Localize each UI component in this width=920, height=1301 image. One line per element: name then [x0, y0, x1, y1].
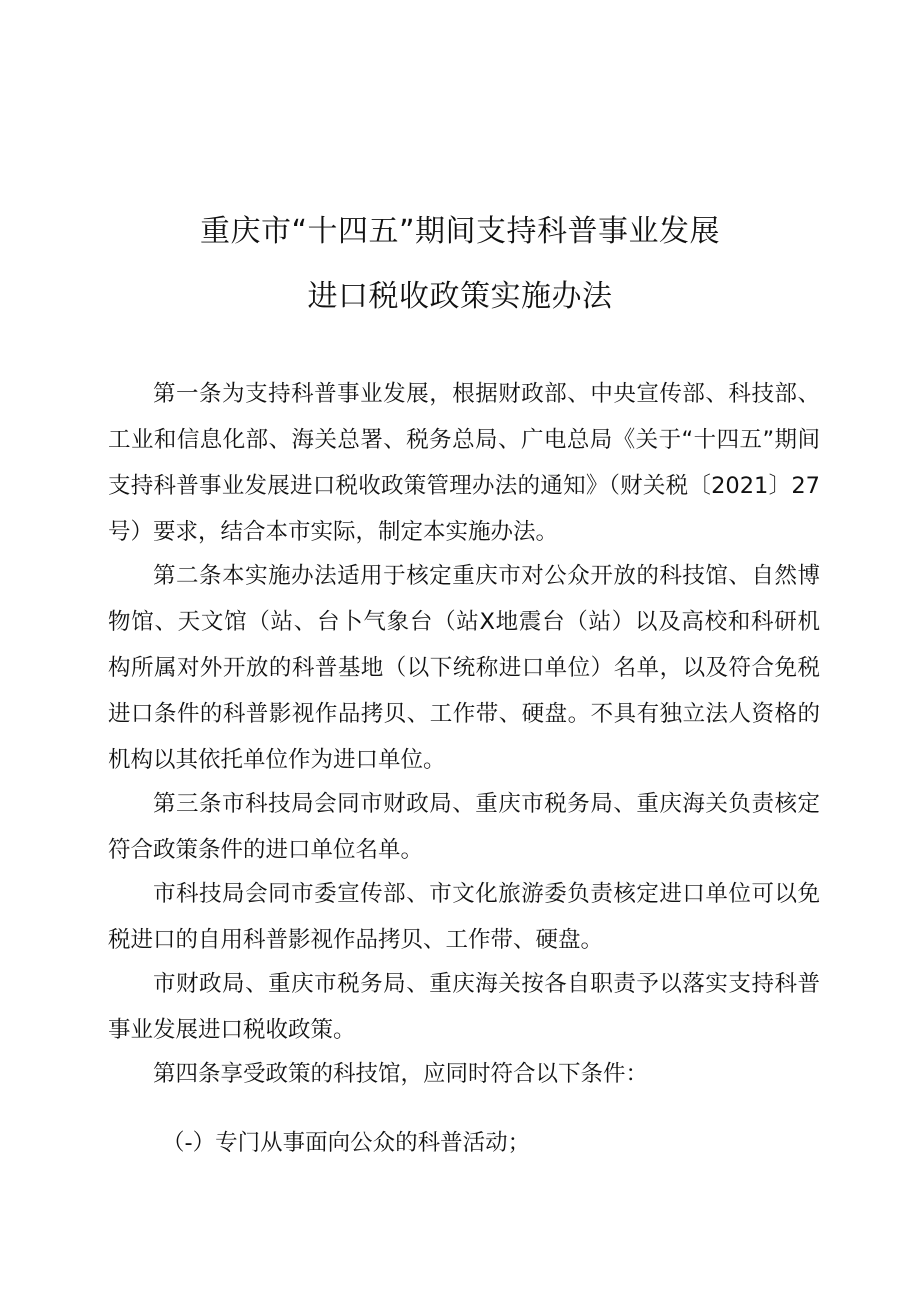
article-3-paragraph: 第三条市科技局会同市财政局、重庆市税务局、重庆海关负责核定符合政策条件的进口单位名单。 — [108, 791, 820, 863]
article-1-paragraph: 第一条为支持科普事业发展，根据财政部、中央宣传部、科技部、工业和信息化部、海关总署、税务总局、广电总局《关于“十四五”期间支持科普事业发展进口税收政策管理办法的通知》（财关税〔2021〕27号）要求，结合本市实际，制定本实施办法。 — [108, 381, 820, 545]
article-2-paragraph: 第二条本实施办法适用于核定重庆市对公众开放的科技馆、自然博物馆、天文馆（站、台卜气象台（站X地震台（站）以及高校和科研机构所属对外开放的科普基地（以下统称进口单位）名单，以及符合免税进口条件的科普影视作品拷贝、工作带、硬盘。不具有独立法人资格的机构以其依托单位作为进口单位。 — [108, 563, 820, 773]
article-3-clause-3-paragraph: 市财政局、重庆市税务局、重庆海关按各自职责予以落实支持科普事业发展进口税收政策。 — [108, 971, 820, 1043]
article-4-paragraph: 第四条享受政策的科技馆，应同时符合以下条件： — [153, 1061, 649, 1087]
list-item: （-）专门从事面向公众的科普活动； — [162, 1130, 531, 1156]
document-title-line-2: 进口税收政策实施办法 — [307, 279, 613, 314]
article-3-clause-2-paragraph: 市科技局会同市委宣传部、市文化旅游委负责核定进口单位可以免税进口的自用科普影视作品拷贝、工作带、硬盘。 — [108, 881, 820, 953]
document-title-line-1: 重庆市“十四五”期间支持科普事业发展 — [199, 214, 721, 249]
